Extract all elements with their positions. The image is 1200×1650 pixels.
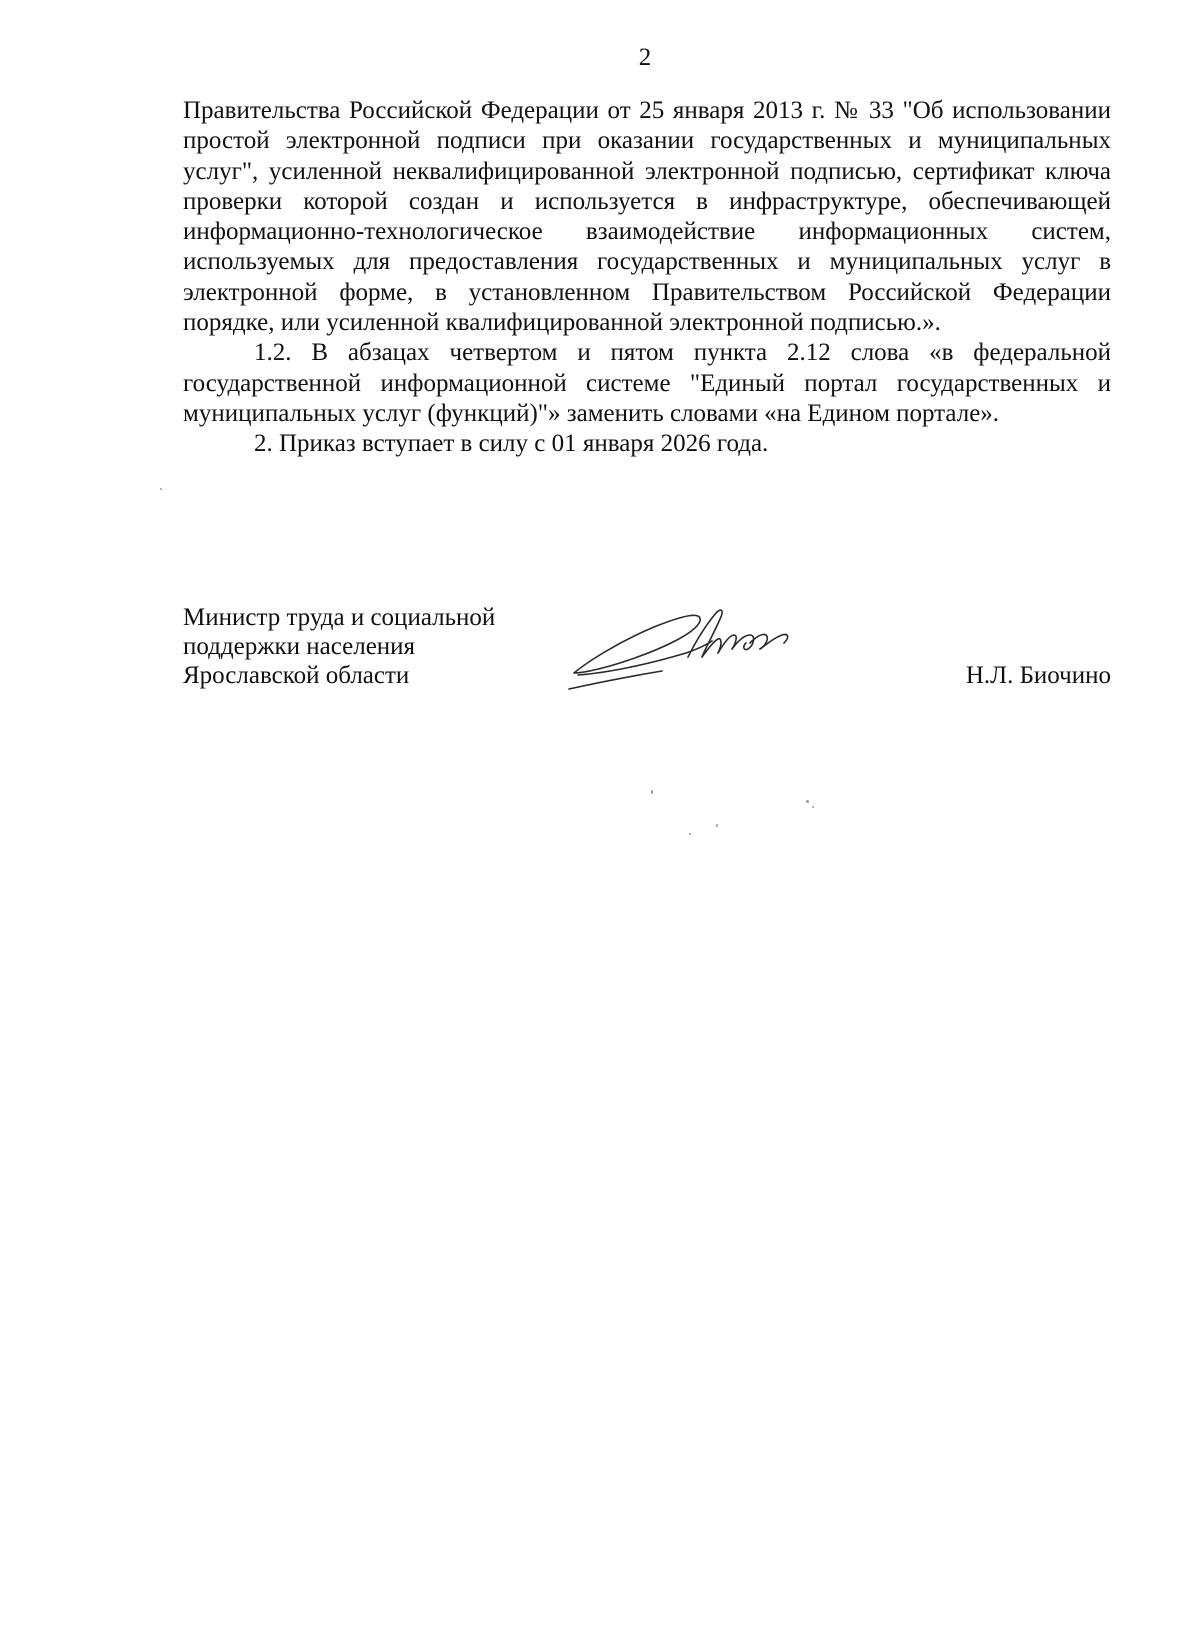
scan-speck (160, 488, 162, 490)
signer-position-line-2: поддержки населения (183, 633, 416, 660)
signer-position (183, 603, 495, 690)
scan-speck (716, 824, 718, 827)
document-body (183, 96, 1111, 460)
scan-speck (651, 790, 653, 794)
page-number: 2 (638, 44, 652, 71)
scan-speck (812, 806, 814, 808)
signer-name: Н.Л. Биочино (965, 662, 1111, 689)
signer-position-line-1: Министр труда и социальной (183, 604, 496, 631)
paragraph-continuation: Правительства Российской Федерации от 25 января 2013 г. № 33 "Об использовании простой электронной подписи при оказании государственных и муниципальных услуг", усиленной неквалифицированной электронной подписью, сертификат ключа проверки которой создан и используется в инфраструктуре, обеспечивающей информационно-технологическое взаимодействие информационных систем, используемых для предоставления государственных и муниципальных услуг в электронной форме, в установленном Правительством Российской Федерации порядке, или усиленной квалифицированной электронной подписью.». (183, 97, 1111, 337)
scan-speck (806, 800, 809, 803)
signer-position-line-3: Ярославской области (183, 662, 410, 689)
signature-block (183, 603, 1111, 703)
scan-speck (689, 833, 691, 835)
paragraph-item-2: 2. Приказ вступает в силу с 01 января 2026 года. (254, 430, 769, 458)
paragraph-item-1-2: 1.2. В абзацах четвертом и пятом пункта 2.12 слова «в федеральной государственной информационной системе "Единый портал государственных и муниципальных услуг (функций)"» заменить словами «на Едином портале». (183, 339, 1111, 427)
handwritten-signature (566, 591, 806, 691)
